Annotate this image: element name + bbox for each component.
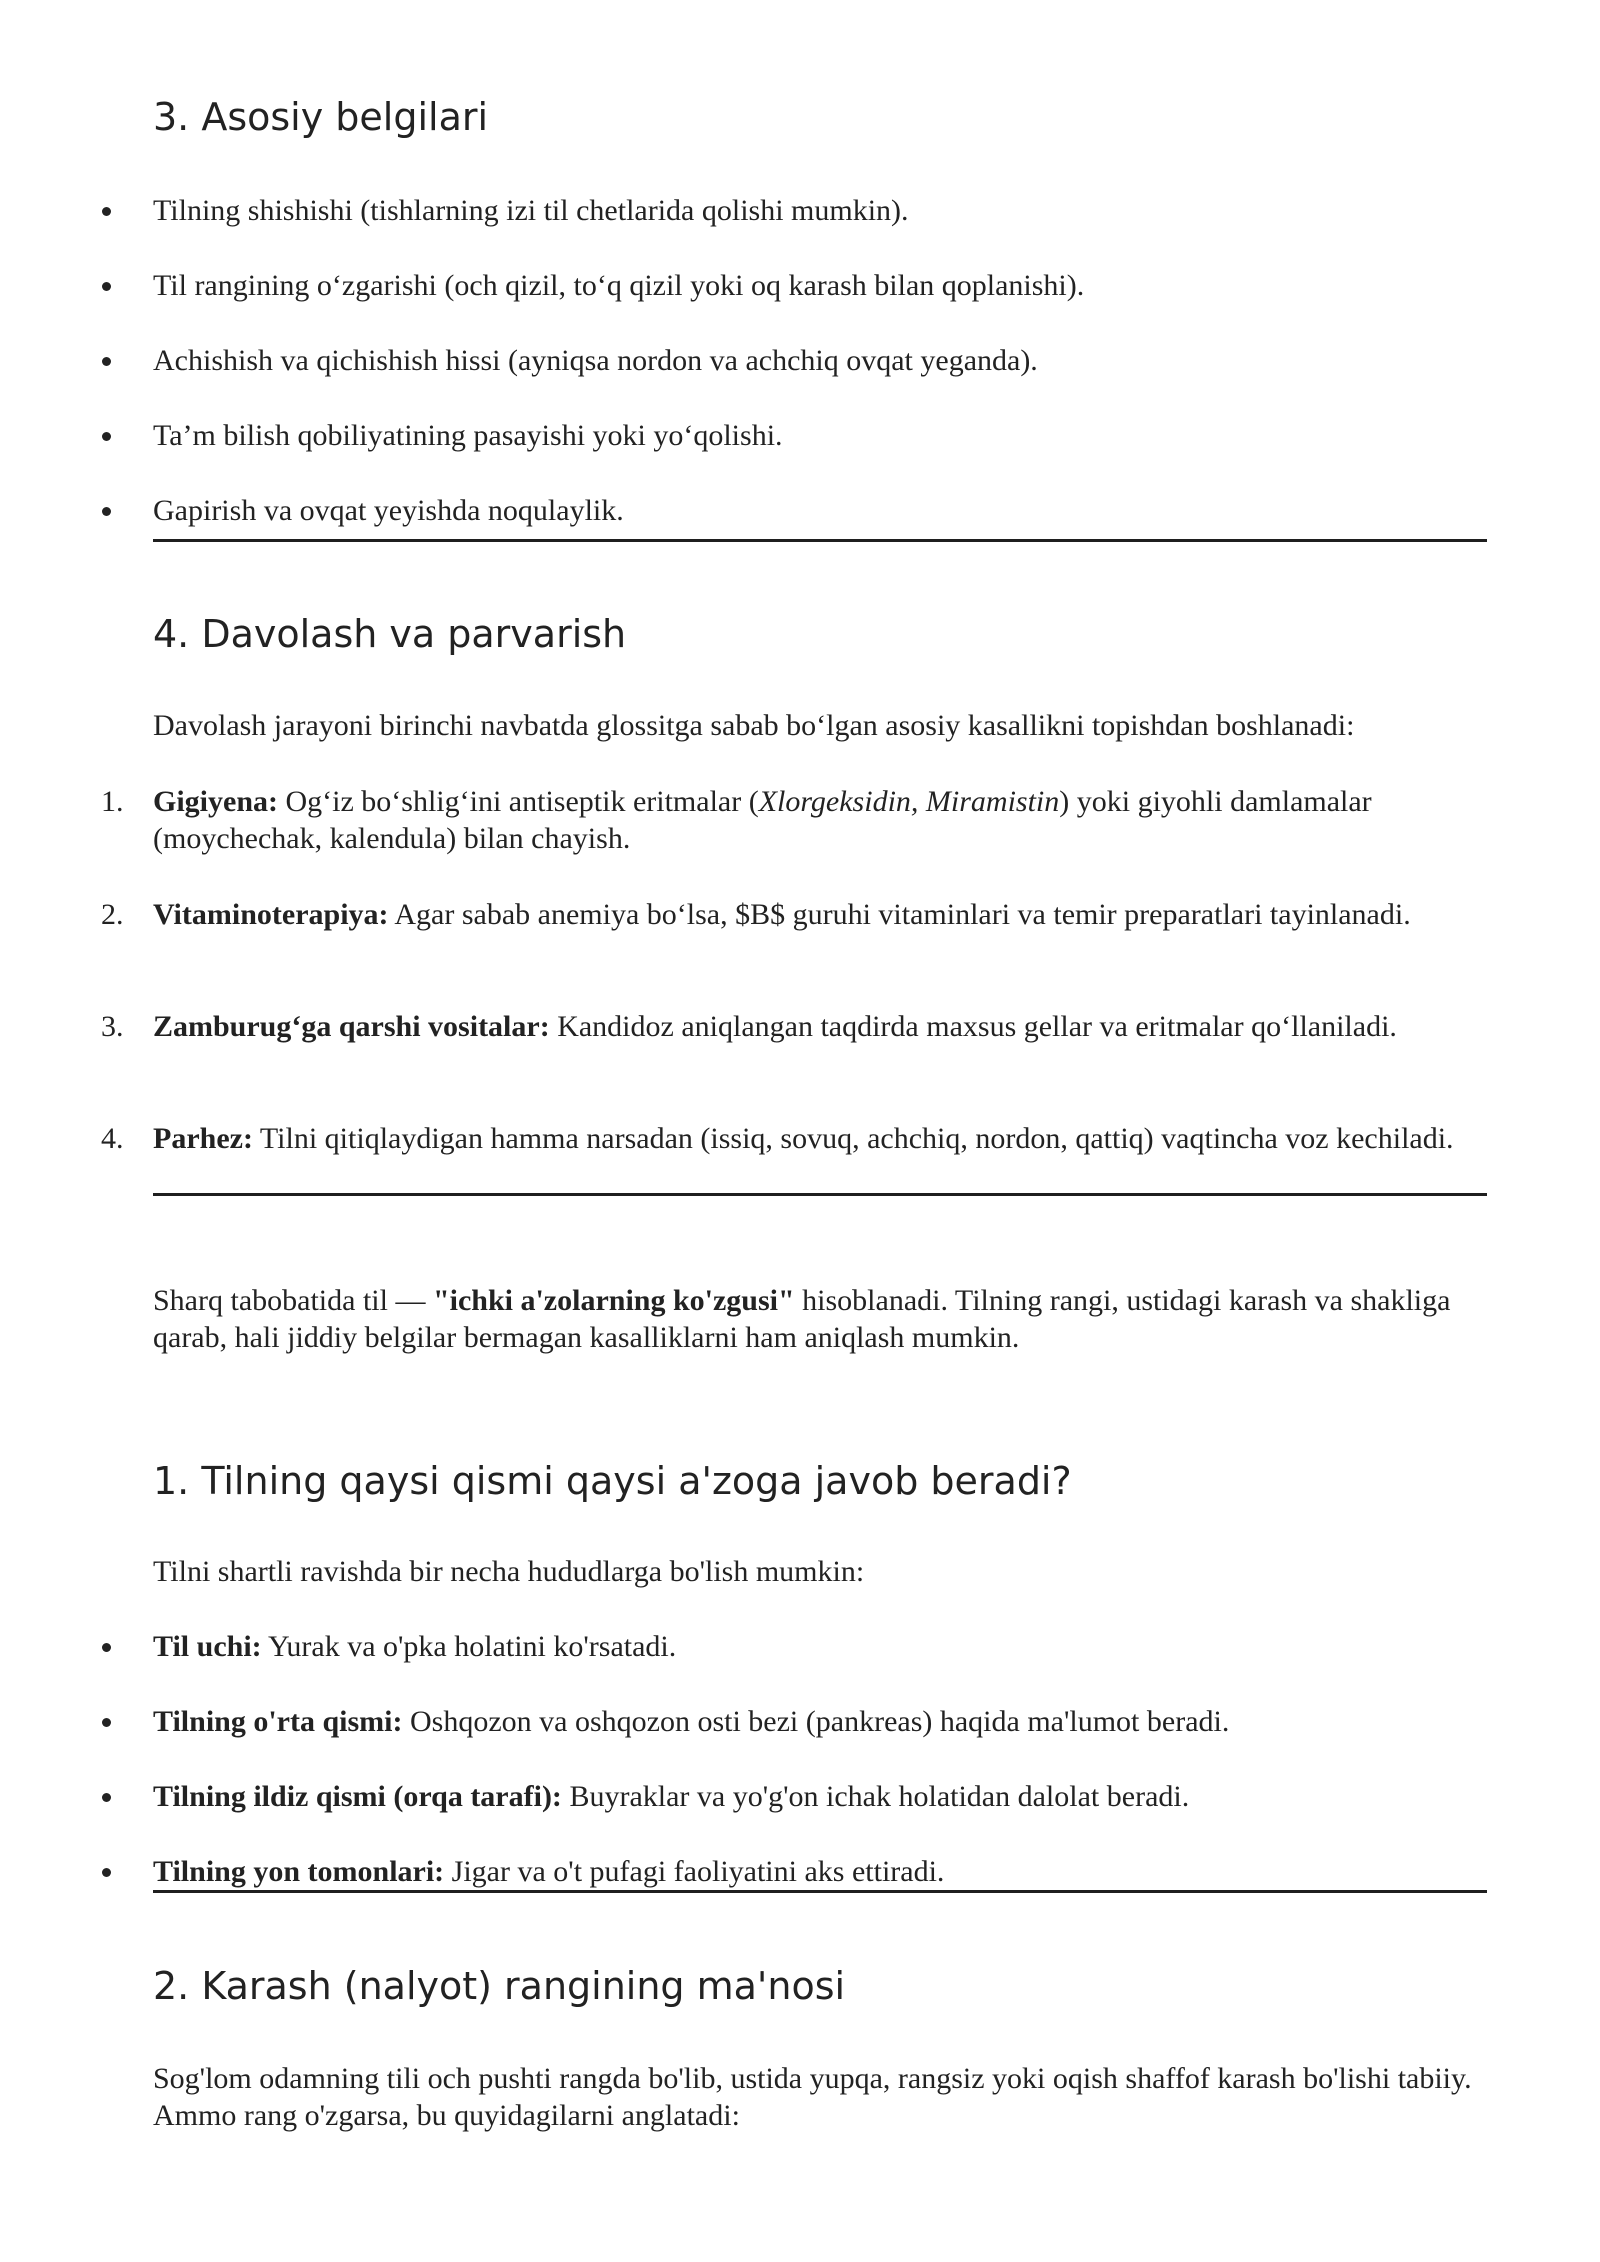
list-item [153,267,1487,304]
list-number: 1. [101,785,124,818]
list-item [153,1628,1487,1665]
section-heading-asosiy-belgilari: 3. Asosiy belgilari [153,95,489,139]
list-item-text: Oshqozon va oshqozon osti bezi (pankreas) haqida ma'lumot beradi. [402,1705,1230,1738]
list-item-term: Til uchi: [153,1630,262,1663]
paragraph-text: Sharq tabobatida til — [153,1284,433,1317]
list-item-term: Parhez: [153,1122,253,1155]
list-item [153,492,1487,529]
list-item-text: Kandidoz aniqlangan taqdirda maxsus gellar va eritmalar qo‘llaniladi. [549,1010,1397,1043]
bullet-icon [102,1868,111,1877]
list-item-term: Gigiyena: [153,785,278,818]
section-divider [153,539,1487,542]
list-item [153,192,1487,229]
numbered-list-item [101,1008,1487,1045]
list-item [153,342,1487,379]
section-heading-tilning-qismlari: 1. Tilning qaysi qismi qaysi a'zoga javob beradi? [153,1459,1072,1503]
list-item [153,1853,1487,1890]
list-item-text: Tilni qitiqlaydigan hamma narsadan (issiq, sovuq, achchiq, nordon, qattiq) vaqtincha voz kechiladi. [252,1122,1454,1155]
list-item-text: Jigar va o't pufagi faoliyatini aks ettiradi. [444,1855,945,1888]
list-item-text: ) yoki giyohli damlamalar (moychechak, kalendula) bilan chayish. [153,785,1372,855]
list-item [153,1703,1487,1740]
numbered-list-item [101,783,1487,857]
section-divider [153,1890,1487,1893]
bullet-icon [102,507,111,516]
section-intro: Tilni shartli ravishda bir necha hududlarga bo'lish mumkin: [153,1555,865,1588]
section-heading-karash-rangi: 2. Karash (nalyot) rangining ma'nosi [153,1964,846,2008]
section-heading-davolash: 4. Davolash va parvarish [153,612,627,656]
section-paragraph: Sog'lom odamning tili och pushti rangda bo'lib, ustida yupqa, rangsiz yoki oqish shaffof karash bo'lishi tabiiy. Ammo rang o'zgarsa, bu quyidagilarni anglatadi: [153,2062,1472,2132]
list-number: 2. [101,898,124,931]
list-number: 4. [101,1122,124,1155]
list-item-text: Til rangining o‘zgarishi (och qizil, to‘q qizil yoki oq karash bilan qoplanishi). [153,269,1085,302]
list-item-text: Yurak va o'pka holatini ko'rsatadi. [261,1630,677,1663]
bullet-icon [102,1793,111,1802]
list-item-term: Tilning yon tomonlari: [153,1855,445,1888]
paragraph-text: hisoblanadi. Tilning rangi, ustidagi karash va shakliga qarab, hali jiddiy belgilar bermagan kasalliklarni ham aniqlash mumkin. [153,1284,1451,1354]
list-item [153,417,1487,454]
list-number: 3. [101,1010,124,1043]
bullet-icon [102,357,111,366]
bullet-icon [102,282,111,291]
list-item-term: Vitaminoterapiya: [153,898,389,931]
bullet-icon [102,1718,111,1727]
list-item-text: Buyraklar va yo'g'on ichak holatidan dalolat beradi. [561,1780,1190,1813]
list-item-text: Agar sabab anemiya bo‘lsa, $B$ guruhi vitaminlari va temir preparatlari tayinlanadi. [388,898,1411,931]
numbered-list-item [101,1120,1487,1157]
list-item-term: Tilning ildiz qismi (orqa tarafi): [153,1780,562,1813]
list-item-term: Zamburug‘ga qarshi vositalar: [153,1010,550,1043]
list-item-italic: Xlorgeksidin, Miramistin [758,785,1060,818]
list-item-text: Gapirish va ovqat yeyishda noqulaylik. [153,494,624,527]
intro-paragraph [153,1282,1487,1356]
paragraph-emphasis: "ichki a'zolarning ko'zgusi" [432,1284,795,1317]
list-item-text: Ta’m bilish qobiliyatining pasayishi yoki yo‘qolishi. [153,419,783,452]
section-divider [153,1193,1487,1196]
list-item-text: Og‘iz bo‘shlig‘ini antiseptik eritmalar ( [278,785,759,818]
numbered-list-item [101,896,1487,933]
list-item-term: Tilning o'rta qismi: [153,1705,403,1738]
list-item [153,1778,1487,1815]
list-item-text: Tilning shishishi (tishlarning izi til chetlarida qolishi mumkin). [153,194,909,227]
bullet-icon [102,432,111,441]
bullet-icon [102,207,111,216]
section-intro: Davolash jarayoni birinchi navbatda glossitga sabab bo‘lgan asosiy kasallikni topishdan boshlanadi: [153,709,1355,742]
bullet-icon [102,1643,111,1652]
list-item-text: Achishish va qichishish hissi (ayniqsa nordon va achchiq ovqat yeganda). [153,344,1038,377]
